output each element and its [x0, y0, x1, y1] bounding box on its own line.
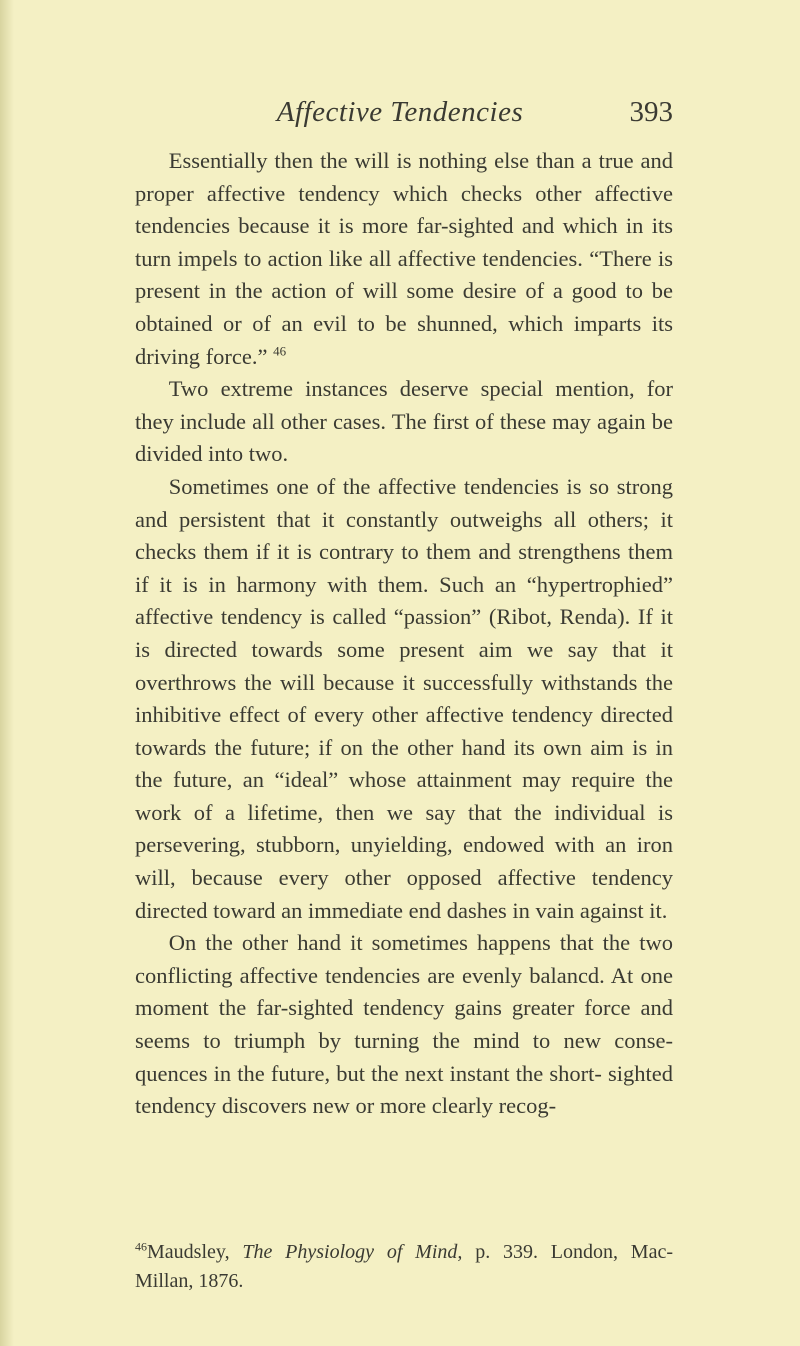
paragraph-1-text: Essentially then the will is nothing else than a true and proper affective tendency which checks other affective tendencies because it is more far-sighted and which in its turn impels to action like all affective tendencies. “There is present in the action of will some desire of a good to be obtained or of an evil to be shunned, which imparts its driving force.” [135, 148, 673, 369]
footnote-mark: 46 [135, 1239, 147, 1254]
footnote-citation: p. 339. London, Mac- Millan, 1876. [135, 1241, 673, 1292]
footnote-title: The Physiology of Mind, [242, 1241, 463, 1263]
paragraph-4: On the other hand it sometimes happens that the two conflicting affective tendencies are evenly balancd. At one moment the far-sighted tendency gains greater force and seems to triumph by turning the mind to new conse- quences in the future, but the next instant the short- sighted tendency discovers new or more clearly recog- [135, 930, 673, 1119]
page-number: 393 [629, 96, 673, 128]
page-edge-shadow [0, 0, 14, 1346]
page-header [0, 96, 800, 136]
paragraph-2: Two extreme instances deserve special mention, for they include all other cases. The first of these may again be divided into two. [135, 376, 673, 467]
body-text [135, 145, 673, 1123]
paragraph-3: Sometimes one of the affective tendencies is so strong and persistent that it constantly outweighs all others; it checks them if it is contrary to them and strengthens them if it is in harmony with them. Such an “hypertrophied” affective tendency is called “passion” (Ribot, Renda). If it is directed towards some present aim we say that it overthrows the will because it successfully withstands the inhibitive effect of every other affective tendency directed towards the future; if on the other hand its own aim is in the future, an “ideal” whose attainment may require the work of a lifetime, then we say that the individual is persevering, stubborn, unyielding, endowed with an iron will, because every other opposed affective tendency directed toward an immediate end dashes in vain against it. [135, 473, 673, 923]
footnote-author: Maudsley, [147, 1241, 243, 1263]
running-head: Affective Tendencies [276, 96, 524, 128]
footnote [135, 1238, 673, 1296]
footnote-reference: 46 [273, 343, 287, 359]
paragraph-1 [135, 145, 673, 373]
